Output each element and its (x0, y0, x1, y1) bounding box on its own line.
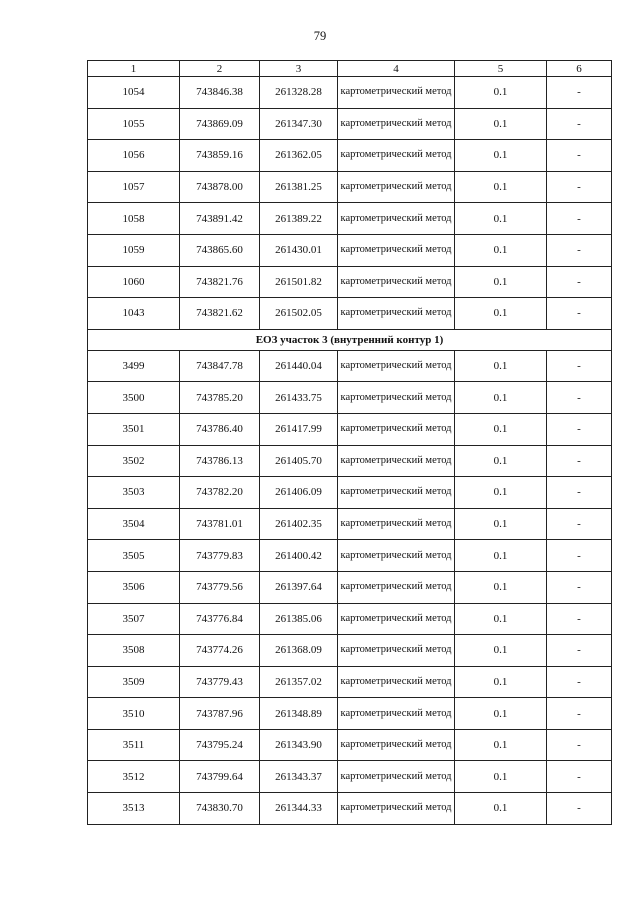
header-cell: 6 (547, 61, 612, 77)
note-cell: - (547, 140, 612, 172)
table-row (88, 445, 612, 477)
point-number-cell: 3500 (88, 382, 180, 414)
point-number-cell: 3499 (88, 350, 180, 382)
table-row (88, 266, 612, 298)
x-coordinate-cell: 743847.78 (180, 350, 260, 382)
note-cell: - (547, 603, 612, 635)
y-coordinate-cell: 261400.42 (260, 540, 338, 572)
table-row (88, 793, 612, 825)
y-coordinate-cell: 261501.82 (260, 266, 338, 298)
method-cell: картометрический метод (338, 761, 455, 793)
method-cell: картометрический метод (338, 171, 455, 203)
method-cell: картометрический метод (338, 508, 455, 540)
x-coordinate-cell: 743878.00 (180, 171, 260, 203)
accuracy-cell: 0.1 (455, 445, 547, 477)
point-number-cell: 3509 (88, 666, 180, 698)
table-row (88, 508, 612, 540)
table-row (88, 666, 612, 698)
y-coordinate-cell: 261343.37 (260, 761, 338, 793)
point-number-cell: 3512 (88, 761, 180, 793)
x-coordinate-cell: 743776.84 (180, 603, 260, 635)
accuracy-cell: 0.1 (455, 140, 547, 172)
method-cell: картометрический метод (338, 350, 455, 382)
accuracy-cell: 0.1 (455, 477, 547, 509)
x-coordinate-cell: 743795.24 (180, 729, 260, 761)
note-cell: - (547, 508, 612, 540)
method-cell: картометрический метод (338, 382, 455, 414)
x-coordinate-cell: 743869.09 (180, 108, 260, 140)
method-cell: картометрический метод (338, 540, 455, 572)
method-cell: картометрический метод (338, 413, 455, 445)
note-cell: - (547, 350, 612, 382)
point-number-cell: 3513 (88, 793, 180, 825)
note-cell: - (547, 108, 612, 140)
x-coordinate-cell: 743859.16 (180, 140, 260, 172)
header-cell: 2 (180, 61, 260, 77)
note-cell: - (547, 729, 612, 761)
table-row (88, 413, 612, 445)
table-row (88, 571, 612, 603)
y-coordinate-cell: 261502.05 (260, 298, 338, 330)
method-cell: картометрический метод (338, 298, 455, 330)
header-cell: 4 (338, 61, 455, 77)
note-cell: - (547, 382, 612, 414)
note-cell: - (547, 445, 612, 477)
table-row (88, 77, 612, 109)
accuracy-cell: 0.1 (455, 571, 547, 603)
y-coordinate-cell: 261343.90 (260, 729, 338, 761)
header-cell: 3 (260, 61, 338, 77)
x-coordinate-cell: 743846.38 (180, 77, 260, 109)
method-cell: картометрический метод (338, 729, 455, 761)
method-cell: картометрический метод (338, 793, 455, 825)
accuracy-cell: 0.1 (455, 635, 547, 667)
accuracy-cell: 0.1 (455, 234, 547, 266)
method-cell: картометрический метод (338, 666, 455, 698)
header-cell: 1 (88, 61, 180, 77)
y-coordinate-cell: 261328.28 (260, 77, 338, 109)
accuracy-cell: 0.1 (455, 298, 547, 330)
y-coordinate-cell: 261397.64 (260, 571, 338, 603)
x-coordinate-cell: 743781.01 (180, 508, 260, 540)
point-number-cell: 1055 (88, 108, 180, 140)
y-coordinate-cell: 261430.01 (260, 234, 338, 266)
page-number: 79 (313, 29, 327, 43)
x-coordinate-cell: 743785.20 (180, 382, 260, 414)
accuracy-cell: 0.1 (455, 603, 547, 635)
accuracy-cell: 0.1 (455, 508, 547, 540)
y-coordinate-cell: 261406.09 (260, 477, 338, 509)
y-coordinate-cell: 261347.30 (260, 108, 338, 140)
point-number-cell: 1043 (88, 298, 180, 330)
method-cell: картометрический метод (338, 77, 455, 109)
table-row (88, 350, 612, 382)
x-coordinate-cell: 743779.56 (180, 571, 260, 603)
point-number-cell: 3510 (88, 698, 180, 730)
note-cell: - (547, 234, 612, 266)
y-coordinate-cell: 261440.04 (260, 350, 338, 382)
table-body (88, 61, 612, 825)
point-number-cell: 3508 (88, 635, 180, 667)
note-cell: - (547, 635, 612, 667)
header-cell: 5 (455, 61, 547, 77)
table-row (88, 203, 612, 235)
point-number-cell: 1057 (88, 171, 180, 203)
y-coordinate-cell: 261389.22 (260, 203, 338, 235)
table-row (88, 698, 612, 730)
table-row (88, 729, 612, 761)
table-row (88, 635, 612, 667)
method-cell: картометрический метод (338, 203, 455, 235)
point-number-cell: 3503 (88, 477, 180, 509)
table-row (88, 540, 612, 572)
note-cell: - (547, 77, 612, 109)
y-coordinate-cell: 261381.25 (260, 171, 338, 203)
method-cell: картометрический метод (338, 603, 455, 635)
point-number-cell: 3511 (88, 729, 180, 761)
note-cell: - (547, 666, 612, 698)
point-number-cell: 1060 (88, 266, 180, 298)
header-row (88, 61, 612, 77)
x-coordinate-cell: 743891.42 (180, 203, 260, 235)
x-coordinate-cell: 743865.60 (180, 234, 260, 266)
method-cell: картометрический метод (338, 140, 455, 172)
accuracy-cell: 0.1 (455, 540, 547, 572)
x-coordinate-cell: 743786.40 (180, 413, 260, 445)
point-number-cell: 3504 (88, 508, 180, 540)
accuracy-cell: 0.1 (455, 171, 547, 203)
table-row (88, 108, 612, 140)
y-coordinate-cell: 261402.35 (260, 508, 338, 540)
x-coordinate-cell: 743779.83 (180, 540, 260, 572)
point-number-cell: 3507 (88, 603, 180, 635)
note-cell: - (547, 203, 612, 235)
accuracy-cell: 0.1 (455, 108, 547, 140)
point-number-cell: 1058 (88, 203, 180, 235)
accuracy-cell: 0.1 (455, 413, 547, 445)
x-coordinate-cell: 743786.13 (180, 445, 260, 477)
point-number-cell: 1054 (88, 77, 180, 109)
method-cell: картометрический метод (338, 571, 455, 603)
y-coordinate-cell: 261417.99 (260, 413, 338, 445)
table-row (88, 761, 612, 793)
point-number-cell: 1059 (88, 234, 180, 266)
x-coordinate-cell: 743779.43 (180, 666, 260, 698)
method-cell: картометрический метод (338, 445, 455, 477)
y-coordinate-cell: 261362.05 (260, 140, 338, 172)
method-cell: картометрический метод (338, 234, 455, 266)
y-coordinate-cell: 261368.09 (260, 635, 338, 667)
method-cell: картометрический метод (338, 477, 455, 509)
note-cell: - (547, 266, 612, 298)
x-coordinate-cell: 743774.26 (180, 635, 260, 667)
table-row (88, 234, 612, 266)
note-cell: - (547, 571, 612, 603)
x-coordinate-cell: 743787.96 (180, 698, 260, 730)
accuracy-cell: 0.1 (455, 203, 547, 235)
table-row (88, 603, 612, 635)
note-cell: - (547, 698, 612, 730)
x-coordinate-cell: 743821.62 (180, 298, 260, 330)
method-cell: картометрический метод (338, 266, 455, 298)
point-number-cell: 3506 (88, 571, 180, 603)
y-coordinate-cell: 261405.70 (260, 445, 338, 477)
note-cell: - (547, 477, 612, 509)
x-coordinate-cell: 743830.70 (180, 793, 260, 825)
note-cell: - (547, 793, 612, 825)
x-coordinate-cell: 743821.76 (180, 266, 260, 298)
method-cell: картометрический метод (338, 698, 455, 730)
note-cell: - (547, 171, 612, 203)
table-row (88, 382, 612, 414)
method-cell: картометрический метод (338, 635, 455, 667)
accuracy-cell: 0.1 (455, 77, 547, 109)
accuracy-cell: 0.1 (455, 698, 547, 730)
accuracy-cell: 0.1 (455, 793, 547, 825)
point-number-cell: 3502 (88, 445, 180, 477)
section-row (88, 329, 612, 350)
note-cell: - (547, 298, 612, 330)
y-coordinate-cell: 261433.75 (260, 382, 338, 414)
point-number-cell: 3501 (88, 413, 180, 445)
x-coordinate-cell: 743782.20 (180, 477, 260, 509)
point-number-cell: 1056 (88, 140, 180, 172)
y-coordinate-cell: 261385.06 (260, 603, 338, 635)
accuracy-cell: 0.1 (455, 266, 547, 298)
accuracy-cell: 0.1 (455, 350, 547, 382)
x-coordinate-cell: 743799.64 (180, 761, 260, 793)
accuracy-cell: 0.1 (455, 382, 547, 414)
table-row (88, 140, 612, 172)
accuracy-cell: 0.1 (455, 729, 547, 761)
accuracy-cell: 0.1 (455, 761, 547, 793)
point-number-cell: 3505 (88, 540, 180, 572)
section-title: ЕОЗ участок 3 (внутренний контур 1) (88, 329, 612, 350)
y-coordinate-cell: 261348.89 (260, 698, 338, 730)
table-row (88, 477, 612, 509)
note-cell: - (547, 413, 612, 445)
coordinates-table (87, 60, 612, 825)
note-cell: - (547, 540, 612, 572)
y-coordinate-cell: 261357.02 (260, 666, 338, 698)
accuracy-cell: 0.1 (455, 666, 547, 698)
table-row (88, 171, 612, 203)
y-coordinate-cell: 261344.33 (260, 793, 338, 825)
note-cell: - (547, 761, 612, 793)
method-cell: картометрический метод (338, 108, 455, 140)
table-row (88, 298, 612, 330)
